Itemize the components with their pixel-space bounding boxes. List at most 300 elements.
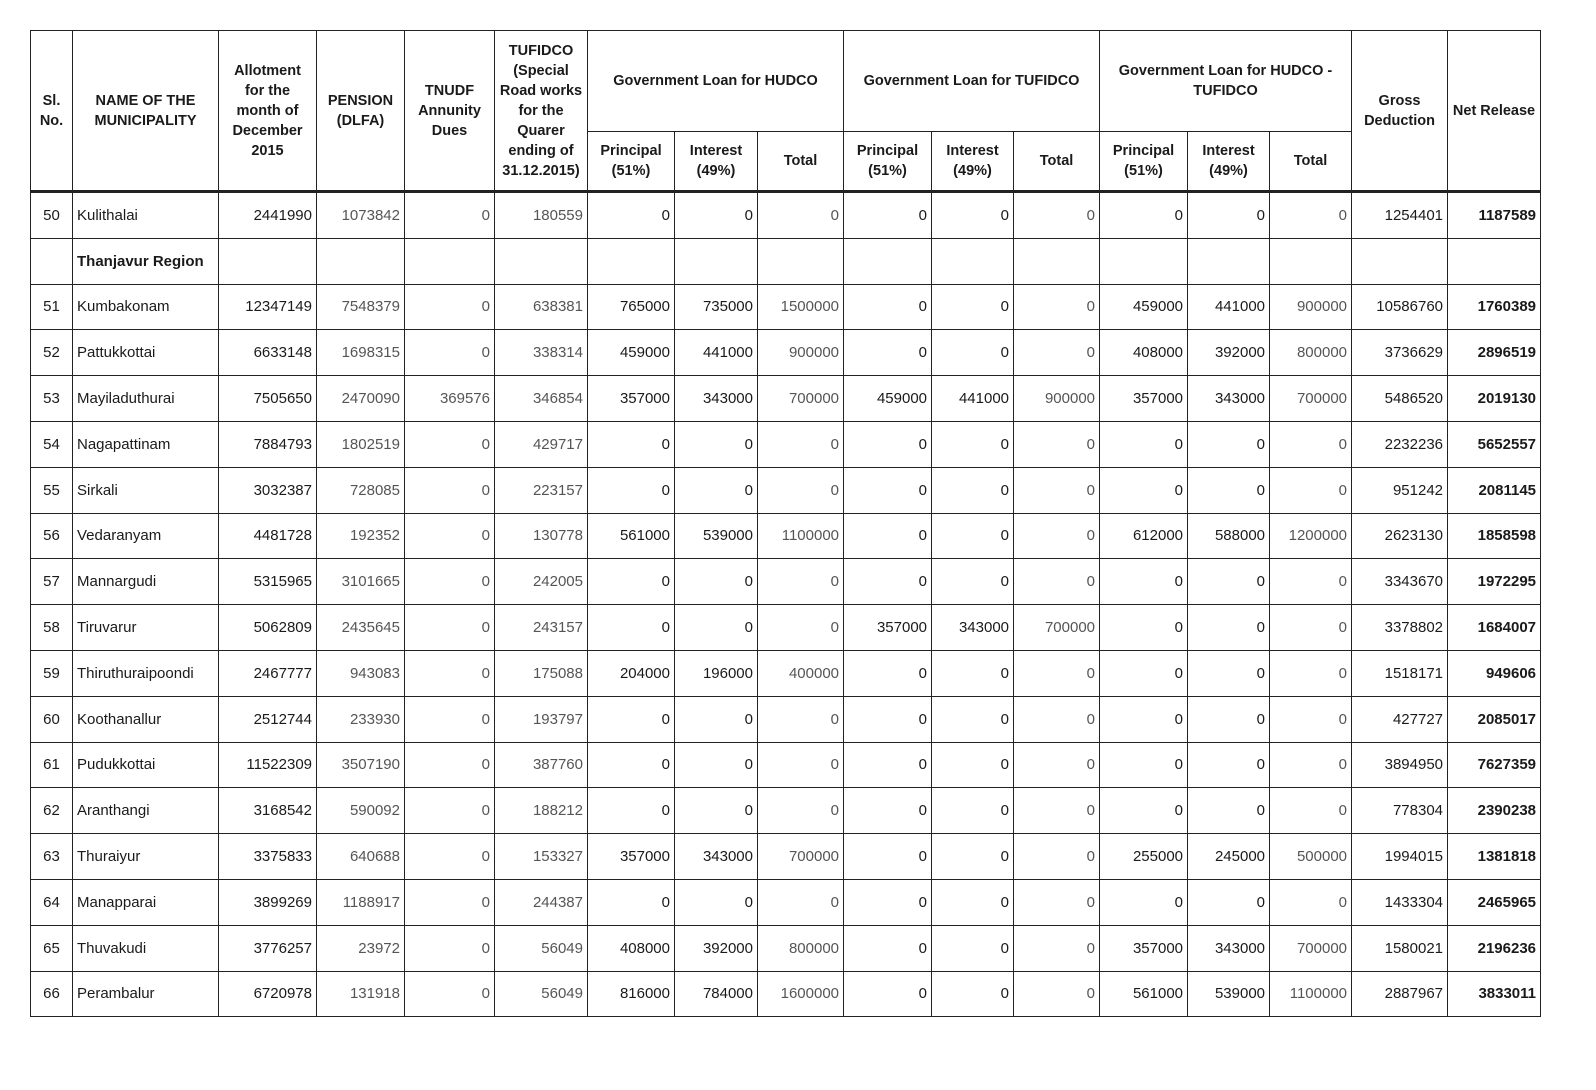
hudco-tufidco-total-cell: 0: [1270, 696, 1352, 742]
tufidco-interest-cell: 0: [932, 971, 1014, 1017]
header-hudco-tufidco-total: Total: [1270, 132, 1352, 192]
net-release-cell: 1760389: [1448, 284, 1541, 330]
tufidco-total-cell: 0: [1014, 834, 1100, 880]
hudco-tufidco-principal-cell: 459000: [1100, 284, 1188, 330]
hudco-principal-cell: 0: [588, 421, 675, 467]
hudco-tufidco-interest-cell: 343000: [1188, 376, 1270, 422]
tufidco-principal-cell: 0: [844, 742, 932, 788]
tufidco-principal-cell: 459000: [844, 376, 932, 422]
sl-cell: 62: [31, 788, 73, 834]
tufidco-principal-cell: 0: [844, 971, 932, 1017]
tufidco-special-cell: 56049: [495, 971, 588, 1017]
hudco-tufidco-principal-cell: 0: [1100, 421, 1188, 467]
hudco-tufidco-total-cell: 700000: [1270, 376, 1352, 422]
hudco-total-cell: 1100000: [758, 513, 844, 559]
municipality-name-cell: Sirkali: [73, 467, 219, 513]
table-row: [31, 834, 1541, 880]
tufidco-special-cell: 193797: [495, 696, 588, 742]
tufidco-principal-cell: 0: [844, 513, 932, 559]
tufidco-total-cell: 0: [1014, 971, 1100, 1017]
tufidco-interest-cell: 0: [932, 192, 1014, 239]
allotment-cell: 3168542: [219, 788, 317, 834]
table-row: [31, 192, 1541, 239]
tnudf-cell: 0: [405, 330, 495, 376]
tufidco-special-cell: 243157: [495, 605, 588, 651]
gross-deduction-cell: 2887967: [1352, 971, 1448, 1017]
hudco-interest-cell: 0: [675, 742, 758, 788]
hudco-total-cell: 0: [758, 788, 844, 834]
table-row: [31, 284, 1541, 330]
municipality-name-cell: Pattukkottai: [73, 330, 219, 376]
hudco-tufidco-interest-cell: 0: [1188, 696, 1270, 742]
hudco-tufidco-principal-cell: 561000: [1100, 971, 1188, 1017]
net-release-cell: 2085017: [1448, 696, 1541, 742]
tnudf-cell: 0: [405, 742, 495, 788]
sl-cell: 56: [31, 513, 73, 559]
tufidco-total-cell: 900000: [1014, 376, 1100, 422]
sl-cell: 53: [31, 376, 73, 422]
pension-cell: 728085: [317, 467, 405, 513]
tufidco-total-cell: 0: [1014, 650, 1100, 696]
tufidco-special-cell: 188212: [495, 788, 588, 834]
table-row: [31, 467, 1541, 513]
sl-cell: 60: [31, 696, 73, 742]
hudco-tufidco-interest-cell: 245000: [1188, 834, 1270, 880]
net-release-cell: 2896519: [1448, 330, 1541, 376]
hudco-principal-cell: 765000: [588, 284, 675, 330]
pension-cell: 1802519: [317, 421, 405, 467]
allotment-cell: 2467777: [219, 650, 317, 696]
allotment-cell: 4481728: [219, 513, 317, 559]
hudco-tufidco-total-cell: 1200000: [1270, 513, 1352, 559]
gross-deduction-cell: 2623130: [1352, 513, 1448, 559]
allotment-cell: 2512744: [219, 696, 317, 742]
hudco-tufidco-interest-cell: 0: [1188, 650, 1270, 696]
hudco-tufidco-total-cell: 1100000: [1270, 971, 1352, 1017]
allotment-cell: 7505650: [219, 376, 317, 422]
sl-cell: 65: [31, 925, 73, 971]
hudco-tufidco-interest-cell: 0: [1188, 421, 1270, 467]
hudco-total-cell: 700000: [758, 376, 844, 422]
allotment-sheet: [30, 30, 1540, 1017]
net-release-cell: 1684007: [1448, 605, 1541, 651]
hudco-total-cell: 800000: [758, 925, 844, 971]
hudco-tufidco-principal-cell: 0: [1100, 559, 1188, 605]
header-hudco-principal: Principal (51%): [588, 132, 675, 192]
header-municipality-name: NAME OF THE MUNICIPALITY: [73, 31, 219, 192]
header-hudco-tufidco-principal: Principal (51%): [1100, 132, 1188, 192]
hudco-interest-cell: 0: [675, 192, 758, 239]
net-release-cell: 3833011: [1448, 971, 1541, 1017]
municipality-name-cell: Manapparai: [73, 879, 219, 925]
empty-cell: [1448, 238, 1541, 284]
tufidco-principal-cell: 0: [844, 559, 932, 605]
tufidco-total-cell: 0: [1014, 879, 1100, 925]
municipality-name-cell: Kulithalai: [73, 192, 219, 239]
empty-cell: [317, 238, 405, 284]
sl-cell: 66: [31, 971, 73, 1017]
allotment-cell: 6633148: [219, 330, 317, 376]
municipality-name-cell: Thuraiyur: [73, 834, 219, 880]
tufidco-principal-cell: 0: [844, 925, 932, 971]
gross-deduction-cell: 10586760: [1352, 284, 1448, 330]
hudco-principal-cell: 204000: [588, 650, 675, 696]
tnudf-cell: 0: [405, 696, 495, 742]
hudco-total-cell: 900000: [758, 330, 844, 376]
sl-cell: 54: [31, 421, 73, 467]
header-pension: PENSION (DLFA): [317, 31, 405, 192]
hudco-principal-cell: 0: [588, 879, 675, 925]
sl-cell: 61: [31, 742, 73, 788]
hudco-total-cell: 1600000: [758, 971, 844, 1017]
hudco-principal-cell: 816000: [588, 971, 675, 1017]
tufidco-special-cell: 638381: [495, 284, 588, 330]
hudco-tufidco-principal-cell: 0: [1100, 467, 1188, 513]
hudco-principal-cell: 357000: [588, 376, 675, 422]
tufidco-interest-cell: 0: [932, 834, 1014, 880]
hudco-principal-cell: 0: [588, 605, 675, 651]
municipality-name-cell: Aranthangi: [73, 788, 219, 834]
tufidco-total-cell: 0: [1014, 925, 1100, 971]
empty-cell: [1188, 238, 1270, 284]
tufidco-interest-cell: 0: [932, 330, 1014, 376]
allotment-cell: 11522309: [219, 742, 317, 788]
hudco-interest-cell: 441000: [675, 330, 758, 376]
table-row: [31, 788, 1541, 834]
municipality-name-cell: Vedaranyam: [73, 513, 219, 559]
hudco-tufidco-interest-cell: 343000: [1188, 925, 1270, 971]
tufidco-total-cell: 0: [1014, 421, 1100, 467]
municipality-name-cell: Pudukkottai: [73, 742, 219, 788]
hudco-tufidco-interest-cell: 0: [1188, 788, 1270, 834]
gross-deduction-cell: 778304: [1352, 788, 1448, 834]
tnudf-cell: 0: [405, 971, 495, 1017]
tufidco-interest-cell: 441000: [932, 376, 1014, 422]
hudco-interest-cell: 0: [675, 696, 758, 742]
sl-cell: 50: [31, 192, 73, 239]
tufidco-interest-cell: 0: [932, 650, 1014, 696]
hudco-tufidco-total-cell: 900000: [1270, 284, 1352, 330]
hudco-tufidco-total-cell: 0: [1270, 788, 1352, 834]
tufidco-total-cell: 0: [1014, 742, 1100, 788]
tufidco-principal-cell: 0: [844, 421, 932, 467]
pension-cell: 233930: [317, 696, 405, 742]
pension-cell: 192352: [317, 513, 405, 559]
header-gross-deduction: Gross Deduction: [1352, 31, 1448, 192]
table-row: [31, 421, 1541, 467]
hudco-tufidco-principal-cell: 0: [1100, 696, 1188, 742]
gross-deduction-cell: 1994015: [1352, 834, 1448, 880]
gross-deduction-cell: 3736629: [1352, 330, 1448, 376]
tnudf-cell: 0: [405, 925, 495, 971]
table-row: [31, 513, 1541, 559]
allotment-cell: 3899269: [219, 879, 317, 925]
table-row: [31, 330, 1541, 376]
hudco-principal-cell: 357000: [588, 834, 675, 880]
table-row: [31, 971, 1541, 1017]
tnudf-cell: 0: [405, 421, 495, 467]
hudco-tufidco-interest-cell: 0: [1188, 742, 1270, 788]
hudco-tufidco-principal-cell: 0: [1100, 192, 1188, 239]
table-row: [31, 696, 1541, 742]
municipality-name-cell: Thiruthuraipoondi: [73, 650, 219, 696]
hudco-tufidco-principal-cell: 0: [1100, 879, 1188, 925]
hudco-tufidco-total-cell: 0: [1270, 605, 1352, 651]
municipality-name-cell: Perambalur: [73, 971, 219, 1017]
hudco-principal-cell: 0: [588, 192, 675, 239]
tufidco-interest-cell: 0: [932, 421, 1014, 467]
table-body: [31, 192, 1541, 1017]
header-group-tufidco: Government Loan for TUFIDCO: [844, 31, 1100, 132]
pension-cell: 1698315: [317, 330, 405, 376]
gross-deduction-cell: 5486520: [1352, 376, 1448, 422]
empty-cell: [1270, 238, 1352, 284]
empty-cell: [844, 238, 932, 284]
net-release-cell: 2196236: [1448, 925, 1541, 971]
table-row: [31, 742, 1541, 788]
allotment-cell: 12347149: [219, 284, 317, 330]
gross-deduction-cell: 427727: [1352, 696, 1448, 742]
gross-deduction-cell: 2232236: [1352, 421, 1448, 467]
hudco-tufidco-total-cell: 800000: [1270, 330, 1352, 376]
hudco-tufidco-interest-cell: 392000: [1188, 330, 1270, 376]
tufidco-principal-cell: 0: [844, 330, 932, 376]
hudco-interest-cell: 343000: [675, 376, 758, 422]
hudco-principal-cell: 0: [588, 467, 675, 513]
hudco-tufidco-principal-cell: 255000: [1100, 834, 1188, 880]
hudco-total-cell: 0: [758, 879, 844, 925]
empty-cell: [675, 238, 758, 284]
empty-cell: [758, 238, 844, 284]
hudco-total-cell: 1500000: [758, 284, 844, 330]
sl-cell: 63: [31, 834, 73, 880]
municipality-name-cell: Mayiladuthurai: [73, 376, 219, 422]
sl-cell: 59: [31, 650, 73, 696]
pension-cell: 2435645: [317, 605, 405, 651]
allotment-cell: 5062809: [219, 605, 317, 651]
pension-cell: 131918: [317, 971, 405, 1017]
hudco-tufidco-total-cell: 500000: [1270, 834, 1352, 880]
tufidco-interest-cell: 0: [932, 696, 1014, 742]
hudco-tufidco-total-cell: 0: [1270, 742, 1352, 788]
tufidco-principal-cell: 0: [844, 467, 932, 513]
net-release-cell: 7627359: [1448, 742, 1541, 788]
municipality-name-cell: Thuvakudi: [73, 925, 219, 971]
hudco-total-cell: 0: [758, 559, 844, 605]
hudco-principal-cell: 459000: [588, 330, 675, 376]
tufidco-special-cell: 387760: [495, 742, 588, 788]
hudco-tufidco-total-cell: 0: [1270, 879, 1352, 925]
hudco-interest-cell: 784000: [675, 971, 758, 1017]
tufidco-total-cell: 0: [1014, 284, 1100, 330]
sl-cell: 57: [31, 559, 73, 605]
hudco-tufidco-interest-cell: 0: [1188, 467, 1270, 513]
net-release-cell: 1187589: [1448, 192, 1541, 239]
tufidco-principal-cell: 0: [844, 879, 932, 925]
empty-cell: [1014, 238, 1100, 284]
hudco-interest-cell: 0: [675, 788, 758, 834]
hudco-tufidco-principal-cell: 357000: [1100, 376, 1188, 422]
gross-deduction-cell: 1433304: [1352, 879, 1448, 925]
region-heading-row: [31, 238, 1541, 284]
hudco-total-cell: 0: [758, 192, 844, 239]
tnudf-cell: 0: [405, 834, 495, 880]
header-hudco-tufidco-interest: Interest (49%): [1188, 132, 1270, 192]
net-release-cell: 2081145: [1448, 467, 1541, 513]
gross-deduction-cell: 1580021: [1352, 925, 1448, 971]
hudco-total-cell: 700000: [758, 834, 844, 880]
tufidco-interest-cell: 0: [932, 925, 1014, 971]
hudco-interest-cell: 196000: [675, 650, 758, 696]
pension-cell: 640688: [317, 834, 405, 880]
empty-cell: [588, 238, 675, 284]
gross-deduction-cell: 1518171: [1352, 650, 1448, 696]
allotment-cell: 3032387: [219, 467, 317, 513]
hudco-tufidco-total-cell: 0: [1270, 421, 1352, 467]
header-hudco-total: Total: [758, 132, 844, 192]
tufidco-total-cell: 0: [1014, 559, 1100, 605]
tufidco-principal-cell: 0: [844, 696, 932, 742]
hudco-principal-cell: 0: [588, 559, 675, 605]
tufidco-interest-cell: 0: [932, 879, 1014, 925]
tufidco-principal-cell: 0: [844, 788, 932, 834]
tufidco-interest-cell: 0: [932, 467, 1014, 513]
tnudf-cell: 0: [405, 605, 495, 651]
tufidco-interest-cell: 343000: [932, 605, 1014, 651]
tufidco-principal-cell: 357000: [844, 605, 932, 651]
net-release-cell: 1858598: [1448, 513, 1541, 559]
tnudf-cell: 0: [405, 192, 495, 239]
pension-cell: 3507190: [317, 742, 405, 788]
hudco-interest-cell: 735000: [675, 284, 758, 330]
empty-cell: [219, 238, 317, 284]
allotment-cell: 3375833: [219, 834, 317, 880]
allotment-table: [30, 30, 1541, 1017]
tufidco-special-cell: 153327: [495, 834, 588, 880]
header-tufidco-principal: Principal (51%): [844, 132, 932, 192]
hudco-tufidco-total-cell: 0: [1270, 650, 1352, 696]
empty-cell: [495, 238, 588, 284]
header-hudco-interest: Interest (49%): [675, 132, 758, 192]
sl-cell: 55: [31, 467, 73, 513]
header-group-hudco: Government Loan for HUDCO: [588, 31, 844, 132]
tufidco-principal-cell: 0: [844, 650, 932, 696]
hudco-interest-cell: 539000: [675, 513, 758, 559]
tnudf-cell: 0: [405, 879, 495, 925]
tufidco-interest-cell: 0: [932, 788, 1014, 834]
sl-cell: 51: [31, 284, 73, 330]
tufidco-special-cell: 175088: [495, 650, 588, 696]
header-group-hudco-tufidco: Government Loan for HUDCO - TUFIDCO: [1100, 31, 1352, 132]
tufidco-special-cell: 338314: [495, 330, 588, 376]
sl-cell: 58: [31, 605, 73, 651]
table-row: [31, 879, 1541, 925]
hudco-tufidco-principal-cell: 408000: [1100, 330, 1188, 376]
tnudf-cell: 369576: [405, 376, 495, 422]
municipality-name-cell: Tiruvarur: [73, 605, 219, 651]
hudco-total-cell: 0: [758, 742, 844, 788]
hudco-tufidco-total-cell: 0: [1270, 192, 1352, 239]
allotment-cell: 3776257: [219, 925, 317, 971]
hudco-tufidco-principal-cell: 357000: [1100, 925, 1188, 971]
header-sl-no: Sl. No.: [31, 31, 73, 192]
pension-cell: 3101665: [317, 559, 405, 605]
net-release-cell: 1381818: [1448, 834, 1541, 880]
table-row: [31, 559, 1541, 605]
hudco-interest-cell: 0: [675, 605, 758, 651]
hudco-interest-cell: 392000: [675, 925, 758, 971]
hudco-principal-cell: 0: [588, 742, 675, 788]
region-name: Thanjavur Region: [73, 238, 219, 284]
hudco-total-cell: 400000: [758, 650, 844, 696]
tufidco-total-cell: 0: [1014, 696, 1100, 742]
tufidco-special-cell: 56049: [495, 925, 588, 971]
tnudf-cell: 0: [405, 650, 495, 696]
hudco-principal-cell: 0: [588, 696, 675, 742]
tufidco-total-cell: 700000: [1014, 605, 1100, 651]
tufidco-total-cell: 0: [1014, 513, 1100, 559]
tnudf-cell: 0: [405, 467, 495, 513]
tufidco-principal-cell: 0: [844, 192, 932, 239]
tufidco-special-cell: 130778: [495, 513, 588, 559]
hudco-tufidco-interest-cell: 441000: [1188, 284, 1270, 330]
gross-deduction-cell: 3894950: [1352, 742, 1448, 788]
tufidco-special-cell: 180559: [495, 192, 588, 239]
tufidco-special-cell: 429717: [495, 421, 588, 467]
tnudf-cell: 0: [405, 513, 495, 559]
header-tufidco-total: Total: [1014, 132, 1100, 192]
hudco-principal-cell: 561000: [588, 513, 675, 559]
tufidco-principal-cell: 0: [844, 834, 932, 880]
hudco-tufidco-principal-cell: 0: [1100, 605, 1188, 651]
hudco-tufidco-interest-cell: 0: [1188, 192, 1270, 239]
tufidco-principal-cell: 0: [844, 284, 932, 330]
sl-cell: 52: [31, 330, 73, 376]
hudco-total-cell: 0: [758, 696, 844, 742]
empty-cell: [1352, 238, 1448, 284]
pension-cell: 23972: [317, 925, 405, 971]
tnudf-cell: 0: [405, 284, 495, 330]
hudco-total-cell: 0: [758, 605, 844, 651]
allotment-cell: 2441990: [219, 192, 317, 239]
hudco-tufidco-principal-cell: 612000: [1100, 513, 1188, 559]
hudco-tufidco-principal-cell: 0: [1100, 788, 1188, 834]
gross-deduction-cell: 3378802: [1352, 605, 1448, 651]
empty-cell: [405, 238, 495, 284]
tnudf-cell: 0: [405, 559, 495, 605]
hudco-tufidco-principal-cell: 0: [1100, 650, 1188, 696]
hudco-tufidco-interest-cell: 0: [1188, 559, 1270, 605]
tufidco-interest-cell: 0: [932, 742, 1014, 788]
municipality-name-cell: Nagapattinam: [73, 421, 219, 467]
tufidco-total-cell: 0: [1014, 330, 1100, 376]
municipality-name-cell: Kumbakonam: [73, 284, 219, 330]
hudco-total-cell: 0: [758, 467, 844, 513]
hudco-interest-cell: 343000: [675, 834, 758, 880]
pension-cell: 2470090: [317, 376, 405, 422]
hudco-tufidco-interest-cell: 0: [1188, 605, 1270, 651]
header-allotment: Allotment for the month of December 2015: [219, 31, 317, 192]
tufidco-special-cell: 244387: [495, 879, 588, 925]
header-net-release: Net Release: [1448, 31, 1541, 192]
hudco-tufidco-interest-cell: 588000: [1188, 513, 1270, 559]
gross-deduction-cell: 951242: [1352, 467, 1448, 513]
empty-cell: [31, 238, 73, 284]
hudco-total-cell: 0: [758, 421, 844, 467]
hudco-principal-cell: 0: [588, 788, 675, 834]
header-tufidco-interest: Interest (49%): [932, 132, 1014, 192]
tufidco-interest-cell: 0: [932, 559, 1014, 605]
